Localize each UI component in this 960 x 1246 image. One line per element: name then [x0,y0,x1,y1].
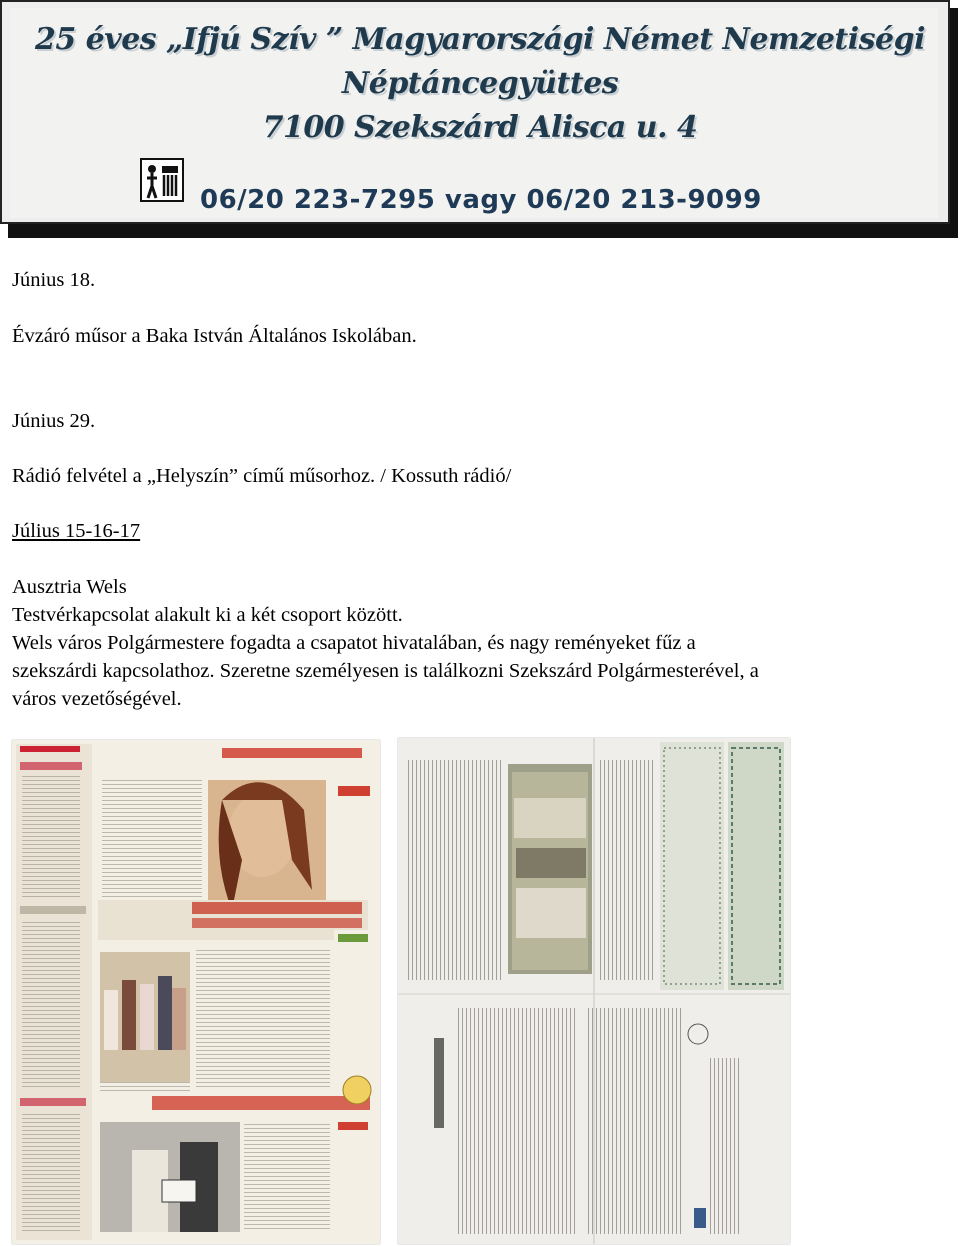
entry-3-line-4: szekszárdi kapcsolathoz. Szeretne személyesen is találkozni Szekszárd Polgármesterével, a [12,660,759,682]
entry-3-line-2: Testvérkapcsolat alakult ki a két csoport között. [12,604,403,626]
header-banner [0,0,950,224]
newspaper-clipping-left [12,740,380,1244]
entry-1-line-1: Évzáró műsor a Baka István Általános Iskolában. [12,325,417,347]
entry-3-line-3: Wels város Polgármestere fogadta a csapatot hivatalában, és nagy reményeket fűz a [12,632,696,654]
entry-1-date: Június 18. [12,269,96,291]
entry-2-date: Június 29. [12,410,96,432]
entry-2-line-1: Rádió felvétel a „Helyszín” című műsorhoz. / Kossuth rádió/ [12,465,512,487]
header-title-line-2: Néptáncegyüttes [341,66,619,101]
header-title-line-3: 7100 Szekszárd Alisca u. 4 [262,110,698,145]
entry-3-date: Július 15-16-17 [12,520,141,542]
newspaper-clipping-right [398,738,790,1244]
entry-3-line-5: város vezetőségével. [12,688,182,710]
entry-3-line-1: Ausztria Wels [12,576,127,598]
phone-numbers: 06/20 223-7295 vagy 06/20 213-9099 [200,185,762,215]
dancers-logo-icon [140,158,184,202]
header-title-line-1: 25 éves „Ifjú Szív ” Magyarországi Német Nemzetiségi [34,22,926,57]
